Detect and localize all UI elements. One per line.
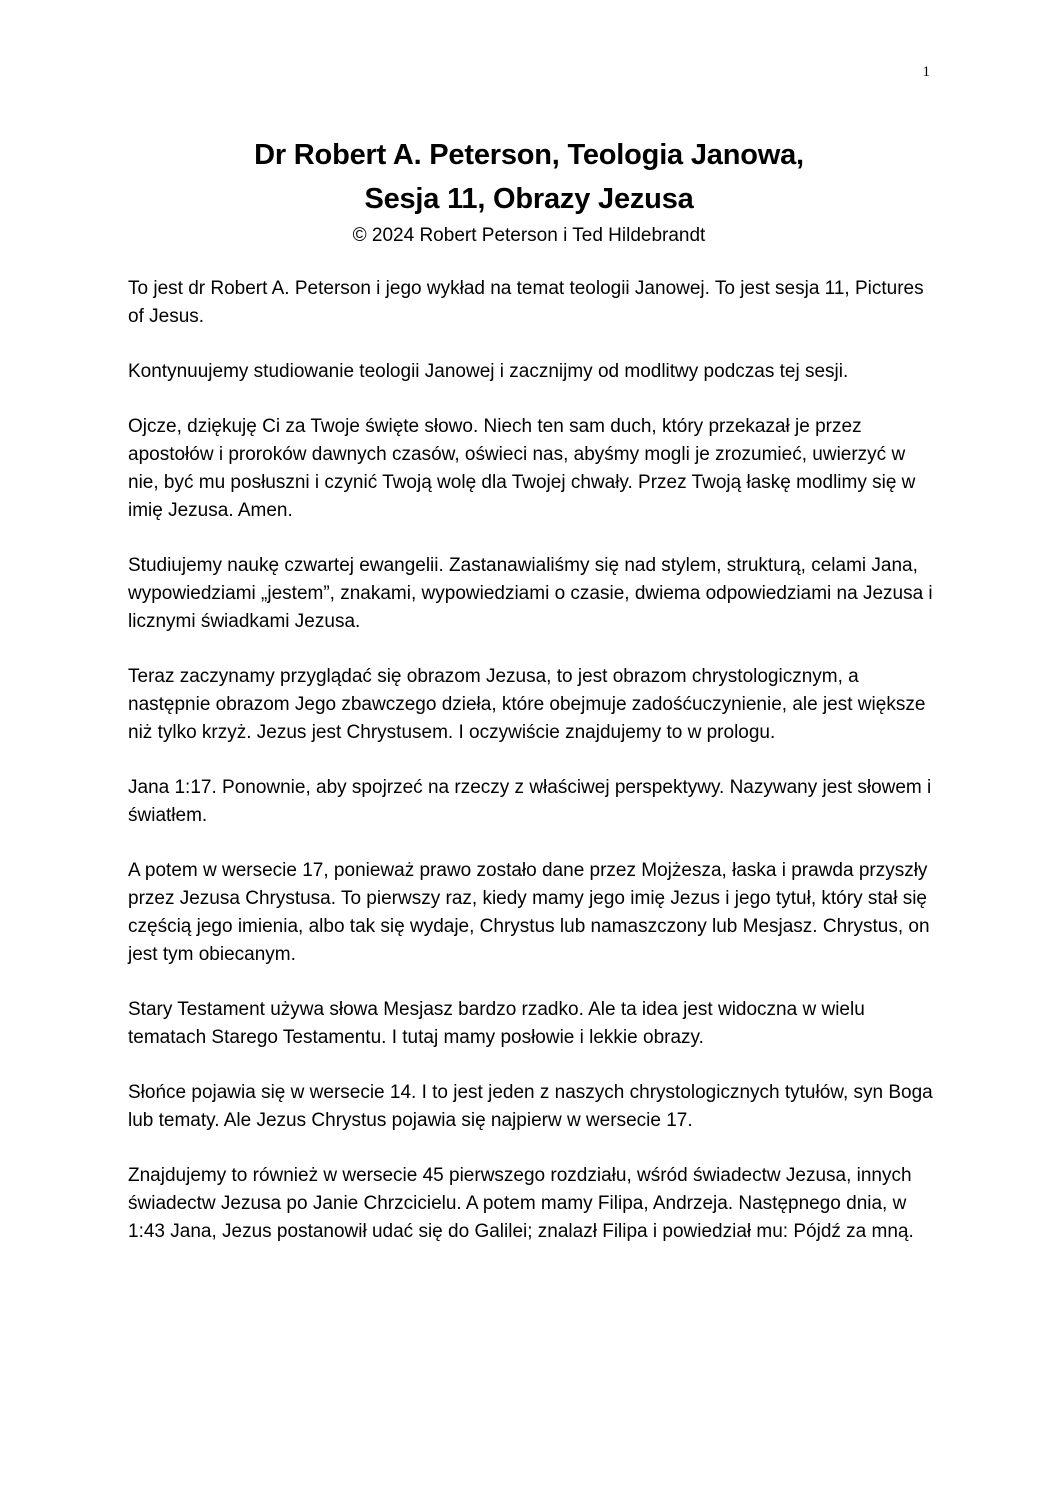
title-line-1: Dr Robert A. Peterson, Teologia Janowa, [254,139,804,171]
paragraph: To jest dr Robert A. Peterson i jego wykład na temat teologii Janowej. To jest sesja 11, Pictures of Jesus. [128,278,924,327]
paragraph: Słońce pojawia się w wersecie 14. I to jest jeden z naszych chrystologicznych tytułów, syn Boga lub tematy. Ale Jezus Chrystus pojawia się najpierw w wersecie 17. [128,1082,933,1131]
document-title [128,133,930,221]
paragraph: Jana 1:17. Ponownie, aby spojrzeć na rzeczy z właściwej perspektywy. Nazywany jest słowem i światłem. [128,777,932,826]
paragraph: Teraz zaczynamy przyglądać się obrazom Jezusa, to jest obrazom chrystologicznym, a następnie obrazom Jego zbawczego dzieła, które obejmuje zadośćuczynienie, ale jest większe niż tylko krzyż. Jezus jest Chrystusem. I oczywiście znajdujemy to w prologu. [128,666,926,743]
document-header [128,133,930,249]
document-body [128,275,936,1273]
page-number: 1 [922,64,930,80]
paragraph: Znajdujemy to również w wersecie 45 pierwszego rozdziału, wśród świadectw Jezusa, innych świadectw Jezusa po Janie Chrzcicielu. A potem mamy Filipa, Andrzeja. Następnego dnia, w 1:43 Jana, Jezus postanowił udać się do Galilei; znalazł Filipa i powiedział mu: Pójdź za mną. [128,1165,914,1242]
paragraph: A potem w wersecie 17, ponieważ prawo zostało dane przez Mojżesza, łaska i prawda przyszły przez Jezusa Chrystusa. To pierwszy raz, kiedy mamy jego imię Jezus i jego tytuł, który stał się częścią jego imienia, albo tak się wydaje, Chrystus lub namaszczony lub Mesjasz. Chrystus, on jest tym obiecanym. [128,860,930,965]
copyright-notice: © 2024 Robert Peterson i Ted Hildebrandt [352,225,706,246]
title-line-2: Sesja 11, Obrazy Jezusa [364,183,694,215]
paragraph: Ojcze, dziękuję Ci za Twoje święte słowo. Niech ten sam duch, który przekazał je przez apostołów i proroków dawnych czasów, oświeci nas, abyśmy mogli je zrozumieć, uwierzyć w nie, być mu posłuszni i czynić Twoją wolę dla Twojej chwały. Przez Twoją łaskę modlimy się w imię Jezusa. Amen. [128,416,916,521]
paragraph: Studiujemy naukę czwartej ewangelii. Zastanawialiśmy się nad stylem, strukturą, celami Jana, wypowiedziami „jestem”, znakami, wypowiedziami o czasie, dwiema odpowiedziami na Jezusa i licznymi świadkami Jezusa. [128,555,933,632]
paragraph: Stary Testament używa słowa Mesjasz bardzo rzadko. Ale ta idea jest widoczna w wielu tematach Starego Testamentu. I tutaj mamy posłowie i lekkie obrazy. [128,999,865,1048]
paragraph: Kontynuujemy studiowanie teologii Janowej i zacznijmy od modlitwy podczas tej sesji. [128,361,849,382]
